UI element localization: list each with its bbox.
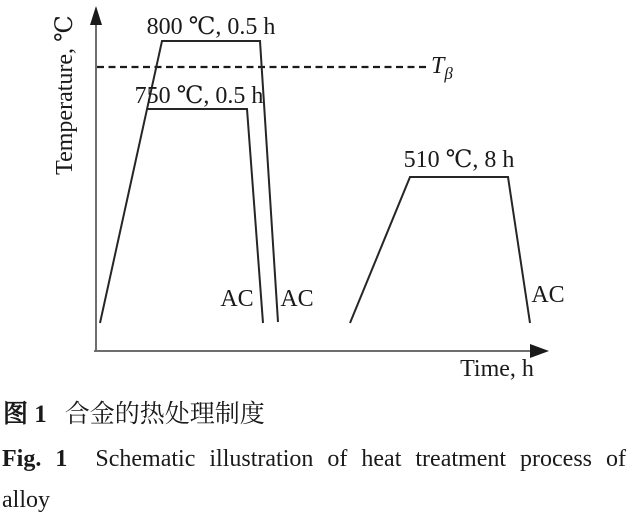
beta-transus-label	[431, 53, 453, 83]
caption-english-text: Schematic illustration of heat treatment process of	[95, 446, 627, 472]
x-axis-label: Time, h	[460, 356, 534, 382]
caption-english-line1	[2, 446, 626, 473]
caption-chinese-number: 图 1	[3, 401, 47, 428]
caption-english-number: Fig. 1	[2, 446, 68, 472]
solution-750-label: 750 ℃, 0.5 h	[134, 83, 264, 109]
aging-510-label: 510 ℃, 8 h	[403, 147, 515, 173]
ac-label-3: AC	[531, 282, 565, 308]
aging-510-profile	[350, 177, 530, 323]
y-axis-arrowhead-icon	[90, 6, 102, 25]
caption-chinese-text: 合金的热处理制度	[64, 401, 265, 428]
y-axis-label: Temperature, ℃	[52, 15, 78, 175]
caption-english-line2: alloy	[2, 487, 50, 513]
solution-800-label: 800 ℃, 0.5 h	[146, 14, 276, 40]
beta-transus-subscript: β	[444, 64, 453, 83]
ac-label-2: AC	[280, 286, 314, 312]
caption-chinese	[3, 394, 265, 430]
beta-transus-symbol: T	[431, 53, 445, 79]
ac-label-1: AC	[220, 286, 254, 312]
